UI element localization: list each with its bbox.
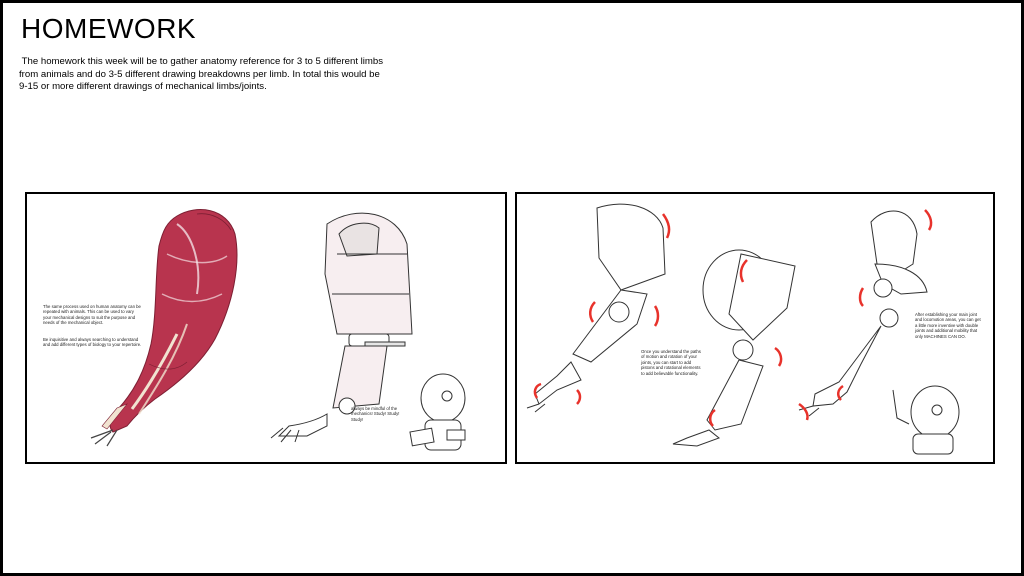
annotation-paths-of-motion: Once you understand the paths of motion and rotation of your joints, you can start to add pistons and rotational elements to add believable functionality. <box>641 349 703 376</box>
annotation-machines-can-do: After establishing your main joint and locomotion areas, you can get a little more inventive with double joints and additional mobility that only MACHINES CAN DO. <box>915 312 982 339</box>
anatomy-to-mechanical-panel <box>25 192 507 464</box>
annotation-mindful-mechanics: always be mindful of the mechanics! Study! Study! Study! <box>351 406 401 422</box>
homework-description: The homework this week will be to gather anatomy reference for 3 to 5 different limbs from animals and do 3-5 different drawing breakdowns per limb. In total this would be 9-15 or more different drawings of mechanical limbs/joints. <box>19 56 384 92</box>
page-title: HOMEWORK <box>21 13 197 44</box>
annotation-be-inquisitive: Be inquisitive and always searching to understand and add different types of biology to your repertoire. <box>43 337 142 348</box>
mechanical-leg-3-drawing <box>799 211 927 416</box>
robot-character-drawing <box>410 374 465 450</box>
annotation-same-process: The same process used on human anatomy can be repeated with animals. This can be used to vary your mechanical designs to suit the purpose and needs of the mechanical object. <box>43 304 143 326</box>
mechanical-leg-1-drawing <box>527 204 665 412</box>
robot-character-drawing <box>893 386 959 454</box>
arm-illustration <box>27 194 505 462</box>
mechanical-joints-panel <box>515 192 995 464</box>
muscle-arm-drawing <box>91 210 237 446</box>
